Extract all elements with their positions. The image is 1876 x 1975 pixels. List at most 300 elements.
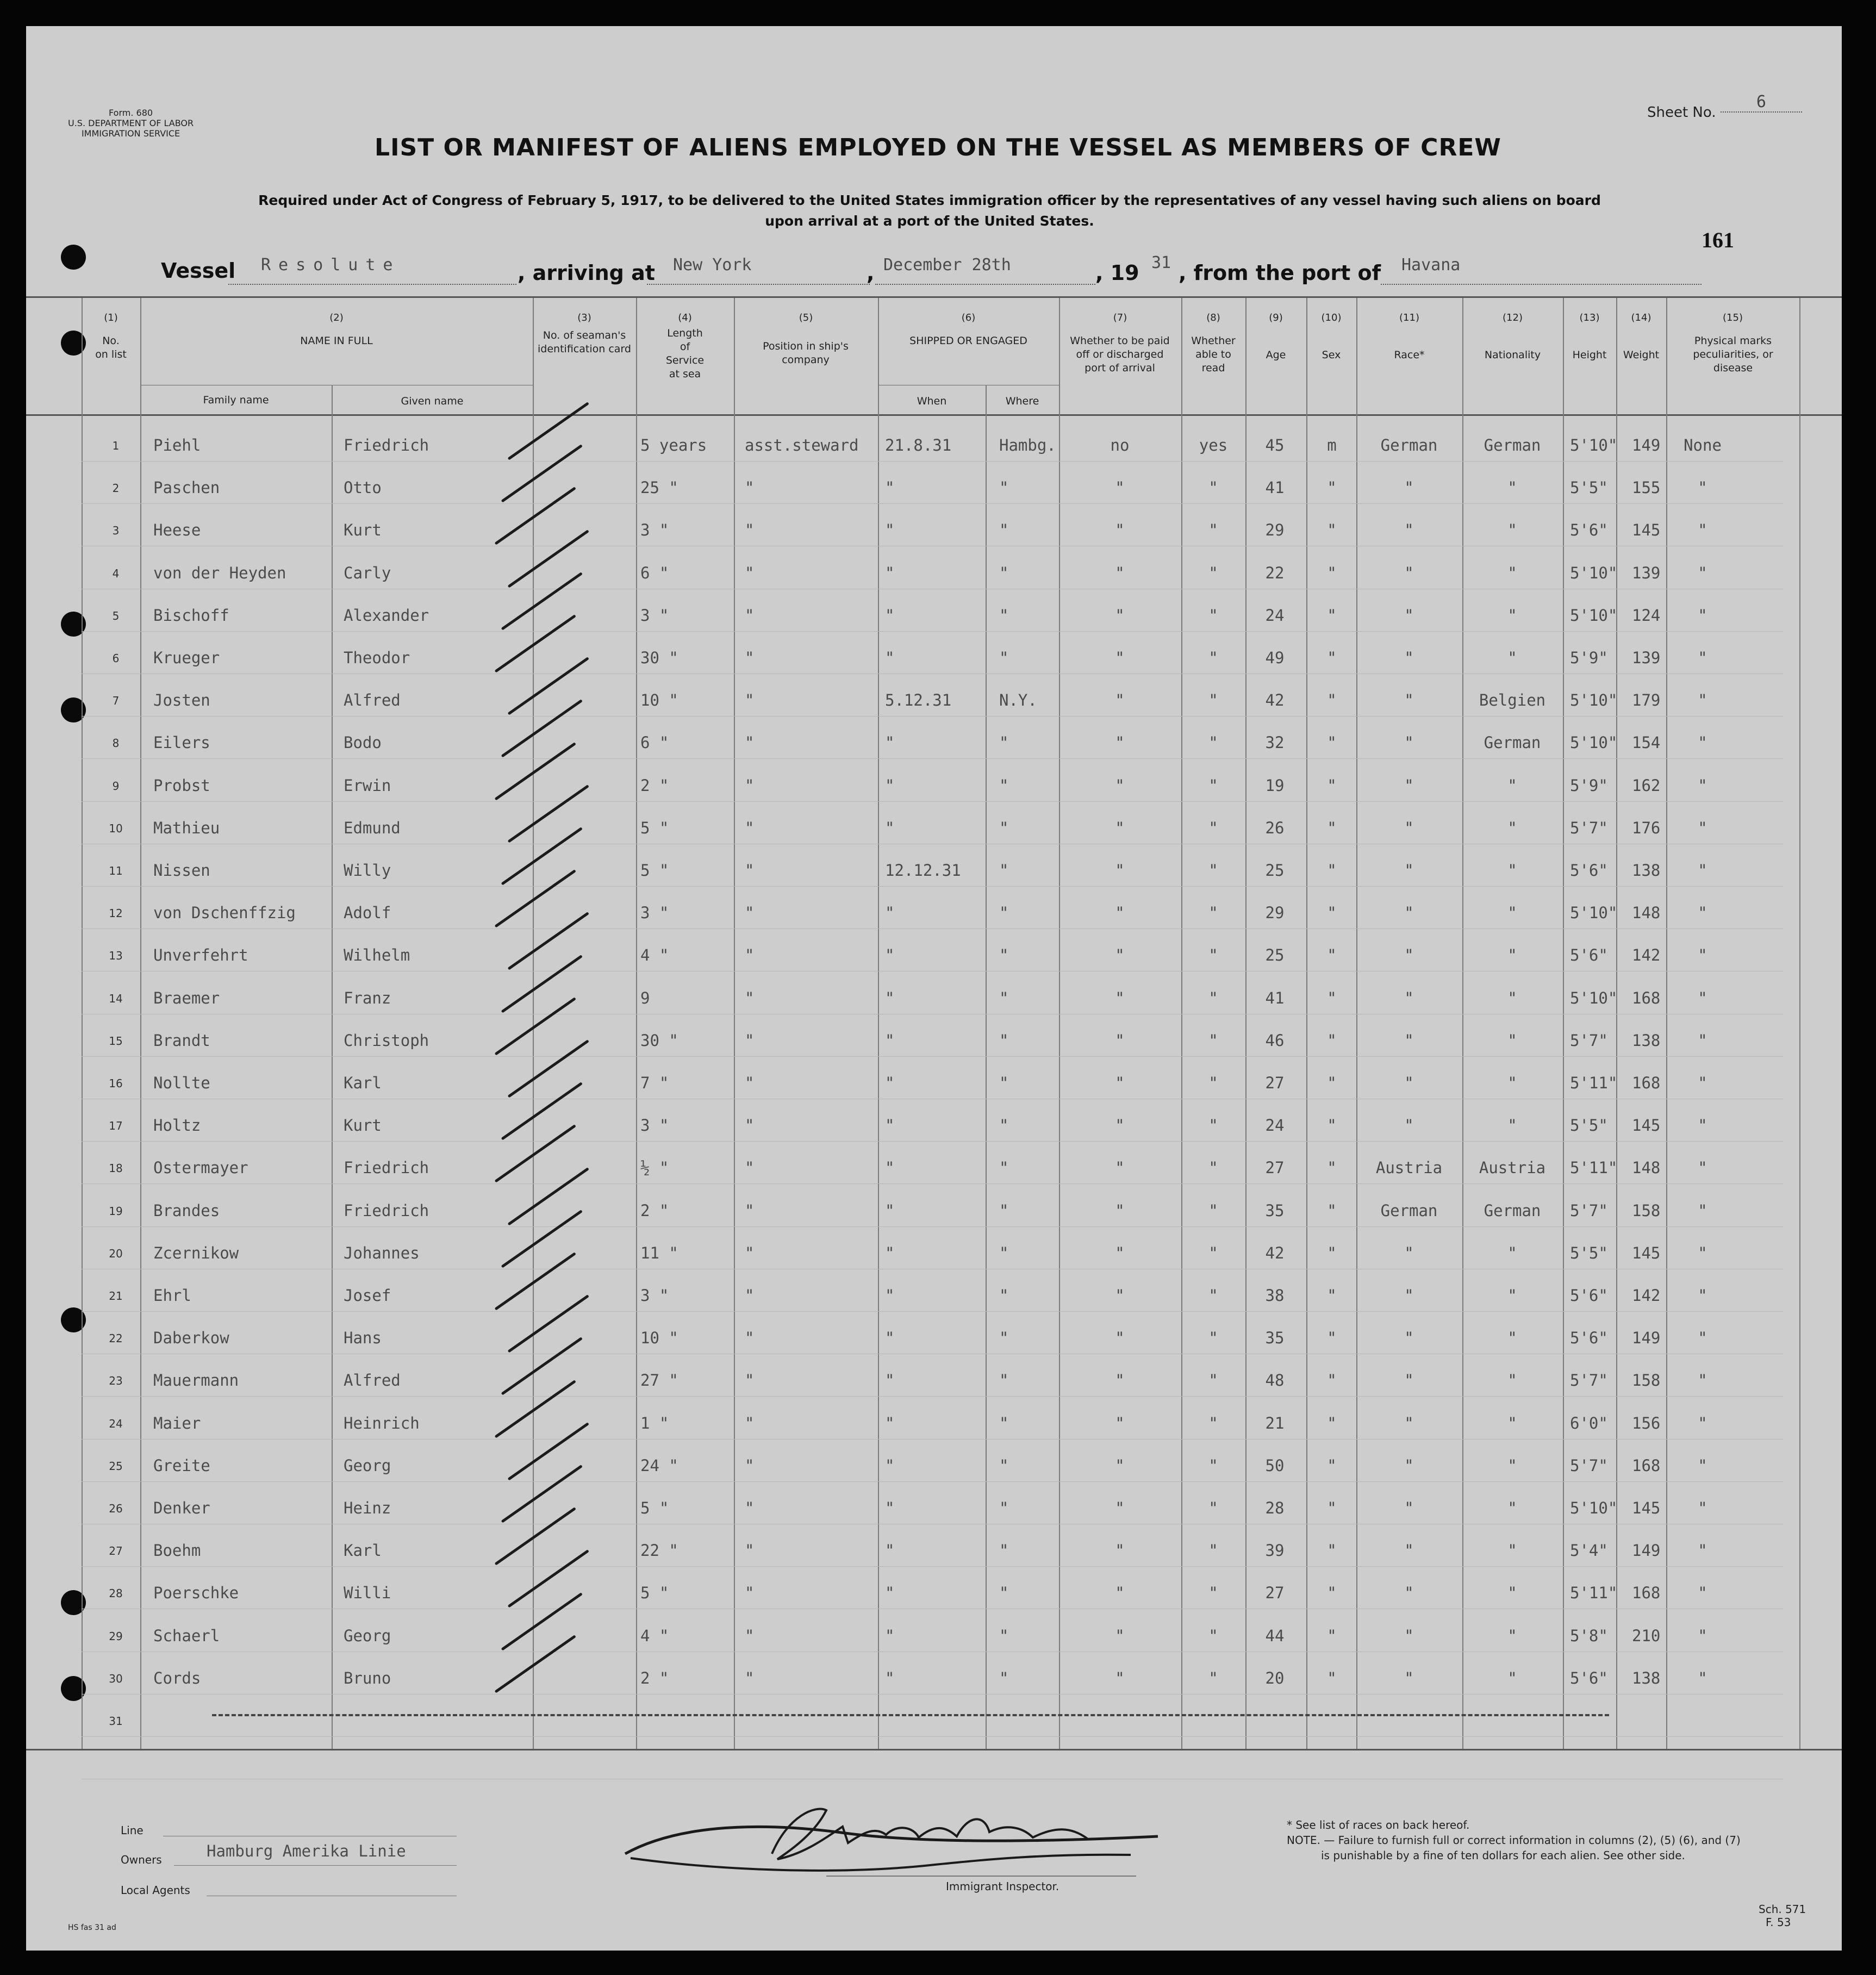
vessel-underline (228, 284, 516, 285)
cell-age: 24 (1265, 1116, 1285, 1135)
owners-value: Hamburg Amerika Linie (207, 1842, 406, 1860)
cell-where: " (999, 1456, 1009, 1475)
cell-height: 5'10" (1570, 733, 1618, 752)
col-2-header: (2) NAME IN FULL (300, 312, 373, 347)
row-gridline (82, 716, 1783, 717)
cell-when: " (885, 1371, 895, 1390)
header-bottom-rule (26, 414, 1842, 416)
sheet-label: Sheet No. (1647, 104, 1716, 121)
cell-paid: " (1115, 691, 1125, 709)
cell-age: 24 (1265, 606, 1285, 625)
cell-race: " (1404, 1329, 1414, 1347)
requirement-line-2: upon arrival at a port of the United States. (765, 213, 1094, 229)
cell-position: " (745, 1244, 755, 1262)
column-rule (82, 298, 83, 1749)
given-name-header: Given name (401, 395, 464, 407)
cell-nationality: " (1507, 1116, 1517, 1135)
row-number: 13 (109, 949, 123, 962)
cell-position: " (745, 649, 755, 667)
cell-race: " (1404, 1627, 1414, 1645)
col-6-header: (6) SHIPPED OR ENGAGED (909, 312, 1027, 347)
cell-given: Alfred (344, 691, 401, 709)
row-gridline (82, 631, 1783, 632)
column-rule (1059, 298, 1060, 1749)
row-number: 3 (112, 524, 120, 537)
row-number: 6 (112, 652, 120, 665)
row-number: 17 (109, 1119, 123, 1132)
cell-where: N.Y. (999, 691, 1037, 709)
cell-given: Edmund (344, 819, 401, 837)
cell-age: 48 (1265, 1371, 1285, 1390)
cell-race: " (1404, 1116, 1414, 1135)
cell-position: " (745, 1499, 755, 1517)
cell-age: 27 (1265, 1074, 1285, 1092)
column-rule (1666, 298, 1667, 1749)
cell-when: " (885, 1584, 895, 1602)
cell-when: " (885, 1627, 895, 1645)
cell-family: Zcernikow (153, 1244, 239, 1262)
cell-paid: " (1115, 1627, 1125, 1645)
cell-service: 22 " (640, 1541, 678, 1560)
cell-given: Friedrich (344, 1158, 429, 1177)
cell-weight: 155 (1632, 478, 1661, 497)
cell-sex: " (1327, 1499, 1337, 1517)
cell-read: " (1208, 1116, 1218, 1135)
cell-nationality: " (1507, 989, 1517, 1007)
cell-position: " (745, 1201, 755, 1220)
cell-position: " (745, 904, 755, 922)
row-number: 2 (112, 482, 120, 495)
cell-marks: " (1698, 1456, 1707, 1475)
cell-given: Carly (344, 564, 391, 582)
cell-marks: " (1698, 733, 1707, 752)
cell-service: 5 years (640, 436, 707, 454)
cell-service: 5 " (640, 1584, 669, 1602)
cell-weight: 158 (1632, 1201, 1661, 1220)
cell-nationality: " (1507, 1499, 1517, 1517)
cell-sex: " (1327, 904, 1337, 922)
row-number: 11 (109, 864, 123, 877)
cell-where: " (999, 1584, 1009, 1602)
cell-nationality: " (1507, 1031, 1517, 1050)
cell-weight: 139 (1632, 649, 1661, 667)
row-number: 30 (109, 1672, 123, 1685)
cell-read: " (1208, 1456, 1218, 1475)
schedule-number: Sch. 571 (1759, 1903, 1806, 1916)
page-title: LIST OR MANIFEST OF ALIENS EMPLOYED ON THE VESSEL AS MEMBERS OF CREW (375, 134, 1501, 161)
cell-marks: " (1698, 1031, 1707, 1050)
cell-sex: " (1327, 819, 1337, 837)
cell-family: Bischoff (153, 606, 229, 625)
cell-height: 5'6" (1570, 946, 1608, 964)
cell-nationality: " (1507, 904, 1517, 922)
cell-where: " (999, 1669, 1009, 1687)
cell-race: " (1404, 904, 1414, 922)
cell-given: Alexander (344, 606, 429, 625)
cell-read: " (1208, 989, 1218, 1007)
cell-paid: " (1115, 946, 1125, 964)
row-number: 16 (109, 1077, 123, 1090)
cell-when: " (885, 1414, 895, 1432)
from-port: Havana (1401, 256, 1461, 275)
cell-position: " (745, 946, 755, 964)
cell-where: " (999, 1541, 1009, 1560)
inspector-rule (826, 1876, 1136, 1877)
cell-service: 4 " (640, 946, 669, 964)
cell-sex: " (1327, 1244, 1337, 1262)
cell-marks: " (1698, 1074, 1707, 1092)
race-note: * See list of races on back hereof. (1287, 1818, 1470, 1831)
cell-given: Johannes (344, 1244, 420, 1262)
cell-when: " (885, 819, 895, 837)
cell-race: " (1404, 861, 1414, 880)
row-number: 18 (109, 1162, 123, 1175)
cell-read: " (1208, 1414, 1218, 1432)
cell-when: " (885, 1669, 895, 1687)
cell-sex: " (1327, 1627, 1337, 1645)
column-rule (332, 385, 333, 1749)
cell-marks: " (1698, 989, 1707, 1007)
cell-weight: 148 (1632, 904, 1661, 922)
cell-nationality: " (1507, 861, 1517, 880)
cell-age: 28 (1265, 1499, 1285, 1517)
cell-where: " (999, 1371, 1009, 1390)
cell-where: " (999, 1499, 1009, 1517)
cell-marks: " (1698, 1414, 1707, 1432)
where-header: Where (1005, 395, 1039, 407)
cell-nationality: " (1507, 1244, 1517, 1262)
row-number: 24 (109, 1417, 123, 1430)
cell-family: Mauermann (153, 1371, 239, 1390)
cell-read: " (1208, 1244, 1218, 1262)
cell-nationality: German (1484, 733, 1541, 752)
cell-nationality: Belgien (1479, 691, 1546, 709)
requirement-line-1: Required under Act of Congress of February 5, 1917, to be delivered to the United States immigration officer by the representatives of any vessel having such aliens on board (258, 192, 1601, 208)
cell-read: " (1208, 521, 1218, 539)
cell-marks: None (1684, 436, 1722, 454)
cell-nationality: " (1507, 1074, 1517, 1092)
row-number: 26 (109, 1502, 123, 1515)
cell-where: " (999, 606, 1009, 625)
row-number: 23 (109, 1374, 123, 1387)
cell-height: 5'5" (1570, 1116, 1608, 1135)
cell-given: Friedrich (344, 1201, 429, 1220)
cell-when: 5.12.31 (885, 691, 952, 709)
cell-paid: " (1115, 1074, 1125, 1092)
cell-where: " (999, 564, 1009, 582)
cell-age: 32 (1265, 733, 1285, 752)
col-11-header: (11) Race* (1394, 312, 1425, 361)
cell-weight: 168 (1632, 989, 1661, 1007)
cell-position: " (745, 1371, 755, 1390)
col-3-header: (3) No. of seaman's identification card (538, 312, 631, 355)
cell-where: " (999, 1074, 1009, 1092)
cell-read: " (1208, 1074, 1218, 1092)
cell-service: 24 " (640, 1456, 678, 1475)
cell-age: 21 (1265, 1414, 1285, 1432)
cell-sex: " (1327, 1329, 1337, 1347)
cell-height: 5'4" (1570, 1541, 1608, 1560)
cell-position: " (745, 819, 755, 837)
service: IMMIGRATION SERVICE (81, 128, 180, 139)
cell-age: 41 (1265, 478, 1285, 497)
cell-sex: " (1327, 989, 1337, 1007)
cell-where: " (999, 649, 1009, 667)
cell-age: 20 (1265, 1669, 1285, 1687)
column-rule (986, 385, 987, 1749)
row-number: 31 (109, 1715, 123, 1728)
cell-sex: " (1327, 1201, 1337, 1220)
cell-weight: 156 (1632, 1414, 1661, 1432)
cell-height: 5'11" (1570, 1584, 1618, 1602)
cell-when: " (885, 1031, 895, 1050)
arriving-port: New York (673, 256, 752, 275)
cell-weight: 158 (1632, 1371, 1661, 1390)
column-rule (1563, 298, 1564, 1749)
row-number: 7 (112, 694, 120, 707)
cell-age: 26 (1265, 819, 1285, 837)
year-suffix: 31 (1151, 253, 1171, 272)
cell-family: Braemer (153, 989, 220, 1007)
owners-underline (174, 1865, 457, 1866)
cell-service: 3 " (640, 1286, 669, 1305)
cell-race: " (1404, 1499, 1414, 1517)
cell-read: " (1208, 946, 1218, 964)
cell-when: " (885, 1456, 895, 1475)
cell-race: " (1404, 989, 1414, 1007)
row-gridline (82, 503, 1783, 504)
cell-age: 29 (1265, 904, 1285, 922)
cell-nationality: German (1484, 1201, 1541, 1220)
cell-paid: " (1115, 1414, 1125, 1432)
cell-where: " (999, 1414, 1009, 1432)
requirement-text (228, 190, 1631, 232)
cell-sex: " (1327, 1541, 1337, 1560)
cell-read: " (1208, 1584, 1218, 1602)
cell-marks: " (1698, 1669, 1707, 1687)
cell-age: 35 (1265, 1329, 1285, 1347)
cell-read: " (1208, 819, 1218, 837)
cell-given: Karl (344, 1074, 382, 1092)
cell-paid: " (1115, 1499, 1125, 1517)
cell-sex: " (1327, 1116, 1337, 1135)
cell-family: Denker (153, 1499, 210, 1517)
cell-read: " (1208, 691, 1218, 709)
cell-weight: 149 (1632, 1541, 1661, 1560)
cell-weight: 162 (1632, 776, 1661, 795)
cell-height: 5'10" (1570, 606, 1618, 625)
vessel-label: Vessel (161, 259, 236, 283)
row-gridline (82, 1226, 1783, 1227)
row-number: 28 (109, 1587, 123, 1600)
cell-given: Adolf (344, 904, 391, 922)
cell-where: Hambg. (999, 436, 1056, 454)
cell-read: " (1208, 1371, 1218, 1390)
cell-sex: " (1327, 1669, 1337, 1687)
row-gridline (82, 1566, 1783, 1567)
col-7-header: (7) Whether to be paid off or discharged port of arrival (1070, 312, 1170, 374)
penalty-note-2: is punishable by a fine of ten dollars for each alien. See other side. (1321, 1849, 1685, 1862)
cell-sex: " (1327, 1456, 1337, 1475)
cell-when: " (885, 1201, 895, 1220)
inspector-label: Immigrant Inspector. (946, 1880, 1059, 1893)
cell-age: 25 (1265, 861, 1285, 880)
col-9-header: (9) Age (1266, 312, 1286, 361)
cell-sex: " (1327, 521, 1337, 539)
cell-nationality: " (1507, 1371, 1517, 1390)
cell-nationality: " (1507, 606, 1517, 625)
cell-weight: 168 (1632, 1584, 1661, 1602)
binder-hole (61, 245, 86, 270)
cell-paid: " (1115, 861, 1125, 880)
cell-when: " (885, 1074, 895, 1092)
cell-nationality: " (1507, 1414, 1517, 1432)
cell-where: " (999, 1627, 1009, 1645)
cell-height: 5'10" (1570, 904, 1618, 922)
cell-family: Ehrl (153, 1286, 191, 1305)
cell-read: " (1208, 1329, 1218, 1347)
cell-age: 50 (1265, 1456, 1285, 1475)
cell-height: 5'10" (1570, 989, 1618, 1007)
cell-family: Ostermayer (153, 1158, 248, 1177)
cell-nationality: " (1507, 776, 1517, 795)
cell-nationality: " (1507, 564, 1517, 582)
cell-service: 4 " (640, 1627, 669, 1645)
cell-where: " (999, 521, 1009, 539)
cell-paid: " (1115, 1371, 1125, 1390)
cell-read: " (1208, 1201, 1218, 1220)
page-number: 161 (1702, 228, 1734, 252)
cell-height: 5'7" (1570, 1456, 1608, 1475)
cell-read: " (1208, 861, 1218, 880)
cell-race: " (1404, 691, 1414, 709)
cell-height: 5'6" (1570, 861, 1608, 880)
cell-marks: " (1698, 1371, 1707, 1390)
cell-paid: " (1115, 1201, 1125, 1220)
cell-race: " (1404, 1286, 1414, 1305)
cell-read: " (1208, 1286, 1218, 1305)
cell-paid: " (1115, 1244, 1125, 1262)
row-gridline (82, 1396, 1783, 1397)
row-number: 20 (109, 1247, 123, 1260)
cell-paid: " (1115, 733, 1125, 752)
column-rule (1356, 298, 1357, 1749)
row-number: 21 (109, 1289, 123, 1303)
cell-height: 5'5" (1570, 1244, 1608, 1262)
cell-service: 2 " (640, 776, 669, 795)
cell-family: Cords (153, 1669, 201, 1687)
cell-age: 27 (1265, 1158, 1285, 1177)
cell-height: 5'7" (1570, 819, 1608, 837)
cell-weight: 145 (1632, 1499, 1661, 1517)
cell-nationality: " (1507, 649, 1517, 667)
cell-family: von der Heyden (153, 564, 286, 582)
cell-marks: " (1698, 1244, 1707, 1262)
cell-where: " (999, 478, 1009, 497)
cell-when: " (885, 904, 895, 922)
cell-position: " (745, 989, 755, 1007)
cell-paid: " (1115, 649, 1125, 667)
cell-when: " (885, 649, 895, 667)
cell-nationality: " (1507, 1669, 1517, 1687)
cell-race: " (1404, 776, 1414, 795)
cell-service: 10 " (640, 1329, 678, 1347)
arriving-label: , arriving at (518, 261, 655, 285)
cell-where: " (999, 819, 1009, 837)
cell-service: 9 (640, 989, 650, 1007)
cell-paid: " (1115, 1031, 1125, 1050)
cell-service: 5 " (640, 819, 669, 837)
closing-line (212, 1714, 1609, 1716)
cell-sex: m (1327, 436, 1337, 454)
cell-read: " (1208, 649, 1218, 667)
row-number: 10 (109, 822, 123, 835)
cell-given: Willi (344, 1584, 391, 1602)
cell-position: " (745, 1116, 755, 1135)
cell-race: " (1404, 733, 1414, 752)
form-number: Form. 680 (109, 108, 153, 118)
cell-marks: " (1698, 1499, 1707, 1517)
cell-nationality: " (1507, 946, 1517, 964)
cell-paid: " (1115, 1584, 1125, 1602)
arrival-date: December 28th (883, 256, 1011, 275)
cell-position: " (745, 1541, 755, 1560)
cell-marks: " (1698, 1584, 1707, 1602)
cell-age: 45 (1265, 436, 1285, 454)
cell-marks: " (1698, 904, 1707, 922)
cell-position: " (745, 1329, 755, 1347)
cell-family: Nollte (153, 1074, 210, 1092)
cell-where: " (999, 861, 1009, 880)
cell-height: 5'10" (1570, 436, 1618, 454)
cell-sex: " (1327, 861, 1337, 880)
cell-family: Josten (153, 691, 210, 709)
cell-when: " (885, 1158, 895, 1177)
col-1-header: (1) No. on list (95, 312, 127, 360)
cell-position: " (745, 1414, 755, 1432)
cell-marks: " (1698, 861, 1707, 880)
cell-marks: " (1698, 1116, 1707, 1135)
cell-age: 46 (1265, 1031, 1285, 1050)
row-gridline (82, 1439, 1783, 1440)
cell-age: 29 (1265, 521, 1285, 539)
cell-where: " (999, 989, 1009, 1007)
cell-position: " (745, 1158, 755, 1177)
cell-weight: 168 (1632, 1456, 1661, 1475)
cell-sex: " (1327, 691, 1337, 709)
cell-weight: 179 (1632, 691, 1661, 709)
cell-height: 6'0" (1570, 1414, 1608, 1432)
cell-where: " (999, 1329, 1009, 1347)
cell-weight: 168 (1632, 1074, 1661, 1092)
row-number: 8 (112, 737, 120, 750)
arriving-underline (647, 284, 870, 285)
cell-sex: " (1327, 1584, 1337, 1602)
cell-given: Heinrich (344, 1414, 420, 1432)
row-number: 5 (112, 609, 120, 622)
cell-age: 27 (1265, 1584, 1285, 1602)
cell-sex: " (1327, 1031, 1337, 1050)
cell-race: " (1404, 649, 1414, 667)
cell-given: Josef (344, 1286, 391, 1305)
cell-height: 5'6" (1570, 521, 1608, 539)
cell-height: 5'6" (1570, 1669, 1608, 1687)
cell-sex: " (1327, 1158, 1337, 1177)
cell-height: 5'10" (1570, 1499, 1618, 1517)
cell-paid: " (1115, 1116, 1125, 1135)
cell-family: Probst (153, 776, 210, 795)
cell-service: 2 " (640, 1669, 669, 1687)
